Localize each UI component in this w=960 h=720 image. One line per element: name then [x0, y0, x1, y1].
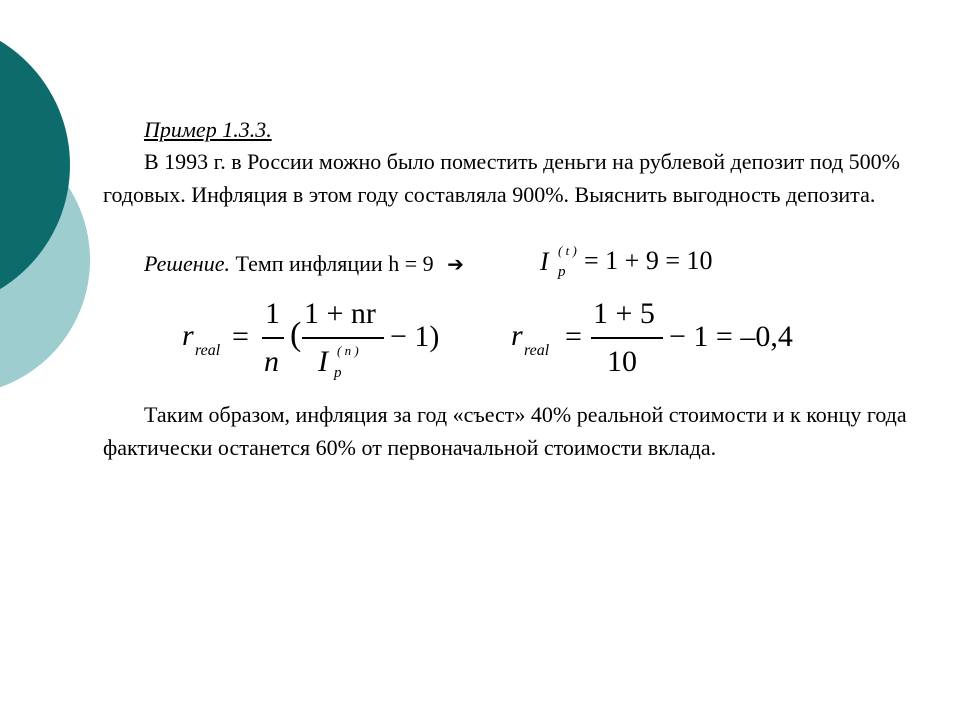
solution-text: Темп инфляции h = 9	[235, 251, 434, 276]
numeric-denominator: 10	[607, 345, 637, 378]
r-subscript-numeric: real	[524, 342, 550, 359]
numeric-numerator: 1 + 5	[593, 297, 655, 330]
formula-numeric	[507, 292, 827, 392]
numeric-tail: − 1 = –0,4	[669, 320, 793, 353]
solution-label: Решение.	[144, 251, 230, 276]
index-subscript: p	[558, 264, 566, 280]
open-paren: (	[290, 316, 302, 353]
frac2-bar	[302, 337, 384, 339]
solution-line	[144, 247, 464, 281]
index-symbol: I	[540, 247, 549, 276]
r-symbol: r	[182, 319, 194, 352]
right-arrow-icon: ➔	[447, 252, 464, 276]
index-rhs: = 1 + 9 = 10	[584, 246, 713, 275]
conclusion-text: Таким образом, инфляция за год «съест» 40% реальной стоимости и к концу года фактически останется 60% от первоначальной стоимости вклада.	[103, 402, 907, 460]
numeric-frac-bar	[591, 337, 663, 339]
equals-sign-numeric: =	[565, 320, 582, 353]
frac1-numerator: 1	[265, 297, 280, 330]
frac2-denominator: I	[318, 345, 328, 378]
index-superscript: ( t )	[558, 243, 577, 258]
formula-inflation-index	[540, 243, 740, 288]
frac2-den-superscript: ( n )	[337, 343, 359, 358]
r-subscript: real	[195, 342, 221, 359]
general-tail: − 1)	[390, 320, 440, 353]
frac2-numerator: 1 + nr	[304, 297, 376, 330]
frac1-denominator: n	[264, 345, 279, 378]
frac2-den-subscript: p	[334, 365, 342, 381]
frac1-bar	[262, 337, 284, 339]
formula-general	[178, 292, 448, 392]
r-symbol-numeric: r	[511, 319, 523, 352]
example-title: Пример 1.3.3.	[144, 117, 272, 142]
problem-text: В 1993 г. в России можно было поместить деньги на рублевой депозит под 500% годовых. Инфляция в этом году составляла 900%. Выяснить выгодность депозита.	[103, 149, 900, 207]
equals-sign: =	[232, 320, 249, 353]
